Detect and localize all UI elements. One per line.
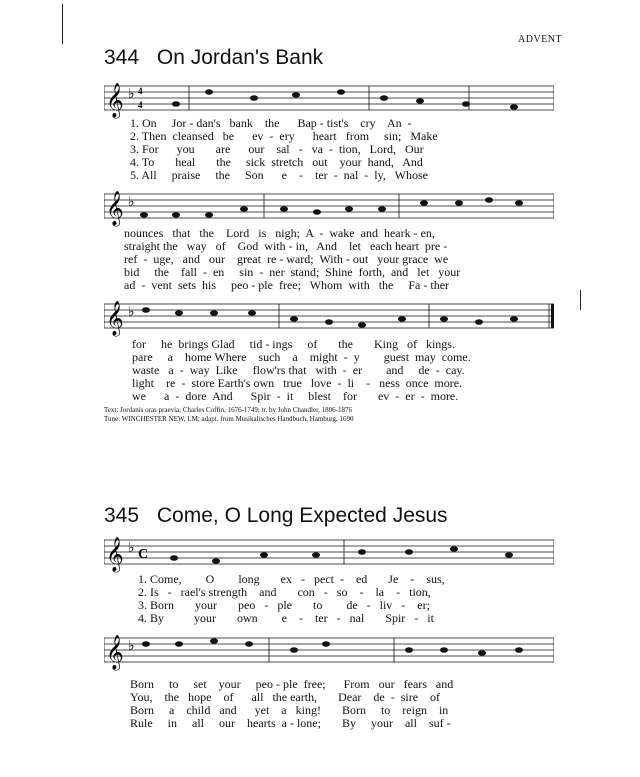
treble-clef-icon: 𝄞 <box>106 192 124 225</box>
lyric-line: waste a - way Like flow'rs that with - er and de - cay. <box>132 363 465 377</box>
page-margin-line <box>62 4 63 44</box>
hymn-title-344 <box>104 46 323 70</box>
flat-icon: ♭ <box>128 541 135 556</box>
lyric-line: pare a home Where such a might - y guest may come. <box>132 350 471 364</box>
lyric-line: ad - vent sets his peo - ple free; Whom with the Fa - ther <box>124 278 450 292</box>
common-time-icon: C <box>138 547 149 562</box>
svg-text:4: 4 <box>138 100 143 110</box>
hymn-credits-344 <box>104 406 353 424</box>
treble-clef-icon: 𝄞 <box>106 636 124 669</box>
lyric-line: straight the way of God with - in, And let each heart pre - <box>124 239 448 253</box>
lyric-line: Born a child and yet a king! Born to reign in <box>130 703 449 717</box>
lyric-line: 2. Is - rael's strength and con - so - la - tion, <box>138 585 431 599</box>
text-credit: Text: Jordanis oras praevia; Charles Coffin, 1676-1749; tr. by John Chandler, 1806-1876 <box>104 406 352 414</box>
treble-clef-icon: 𝄞 <box>106 84 124 117</box>
lyric-line: 4. To heal the sick stretch out your hand, And <box>130 155 423 169</box>
lyric-line: light re - store Earth's own true love - li - ness once more. <box>132 376 463 390</box>
lyric-line: 3. Born your peo - ple to de - liv - er; <box>138 598 430 612</box>
section-label: ADVENT <box>518 34 563 45</box>
staff-svg <box>104 632 554 682</box>
page-margin-line-right <box>580 290 581 310</box>
lyric-line: Rule in all our hearts a - lone; By your all suf - <box>130 716 451 730</box>
lyric-line: 3. For you are our sal - va - tion, Lord, Our <box>130 142 424 156</box>
lyric-line: nounces that the Lord is nigh; A - wake and heark - en, <box>124 226 435 240</box>
music-staff-345-2 <box>104 632 554 682</box>
hymn-name: On Jordan's Bank <box>156 46 324 69</box>
lyric-line: 5. All praise the Son e - ter - nal - ly, Whose <box>130 168 428 182</box>
flat-icon: ♭ <box>128 195 135 210</box>
lyric-line: ref - uge, and our great re - ward; With - out your grace we <box>124 252 449 266</box>
lyric-line: 1. On Jor - dan's bank the Bap - tist's cry An - <box>130 116 412 130</box>
lyric-line: 4. By your own e - ter - nal Spir - it <box>138 611 434 625</box>
treble-clef-icon: 𝄞 <box>106 302 124 335</box>
flat-icon: ♭ <box>128 87 135 102</box>
hymn-number: 345 <box>104 504 140 527</box>
hymn-name: Come, O Long Expected Jesus <box>156 504 448 527</box>
lyric-line: You, the hope of all the earth, Dear de - sire of <box>130 690 441 704</box>
flat-icon: ♭ <box>128 305 135 320</box>
time-signature: 4 <box>138 86 143 96</box>
lyric-line: bid the fall - en sin - ner stand; Shine forth, and let your <box>124 265 461 279</box>
lyric-line: for he brings Glad tid - ings of the King of kings. <box>132 337 455 351</box>
hymn-title-345 <box>104 504 448 528</box>
hymn-number: 344 <box>104 46 140 69</box>
lyric-line: Born to set your peo - ple free; From our fears and <box>130 677 454 691</box>
lyric-line: we a - dore And Spir - it blest for ev - er - more. <box>132 389 459 403</box>
lyric-line: 2. Then cleansed be ev - ery heart from sin; Make <box>130 129 438 143</box>
lyric-line: 1. Come, O long ex - pect - ed Je - sus, <box>138 572 445 586</box>
treble-clef-icon: 𝄞 <box>106 538 124 571</box>
flat-icon: ♭ <box>128 639 135 654</box>
tune-credit: Tune: WINCHESTER NEW, LM; adapt. from Musikalisches Handbuch, Hamburg, 1690 <box>104 415 354 423</box>
